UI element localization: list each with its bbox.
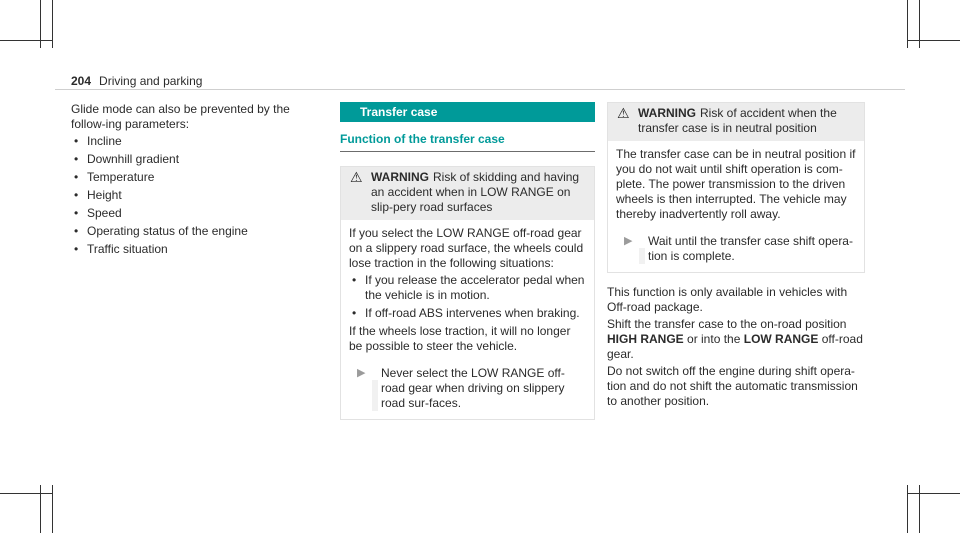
parameter-list (71, 134, 321, 257)
crop-mark (907, 40, 960, 41)
page-number: 204 (71, 74, 92, 88)
list-item: • Operating status of the engine (71, 224, 321, 239)
list-item: • If you release the accelerator pedal when the vehicle is in motion. (349, 273, 586, 303)
crop-mark (907, 493, 960, 494)
advice (349, 366, 586, 411)
text-run: or into the (687, 332, 741, 346)
warning-body (341, 220, 594, 419)
advice-text: Never select the LOW RANGE off-road gear when driving on slippery road sur-faces. (381, 366, 565, 410)
warning-consequence: If the wheels lose traction, it will no longer be possible to steer the vehicle. (349, 324, 571, 353)
body-paragraph (607, 317, 865, 362)
warning-triangle-icon: ⚠ (350, 169, 363, 185)
page-header (71, 74, 202, 89)
warning-title: Risk of accident when the transfer case is in neutral position (638, 106, 837, 135)
warning-title: Risk of skidding and having an accident when in LOW RANGE on slip-pery road surfaces (371, 170, 580, 214)
advice-bar (639, 248, 645, 264)
header-divider (55, 89, 905, 90)
crop-mark (0, 493, 52, 494)
list-item: • Incline (71, 134, 321, 149)
subheading: Function of the transfer case (340, 132, 595, 152)
low-range-label: LOW RANGE (743, 332, 819, 346)
arrow-right-icon: ▶ (357, 367, 366, 379)
warning-box (607, 102, 865, 273)
high-range-label: HIGH RANGE (607, 332, 684, 346)
body-paragraph: This function is only available in vehicles with Off-road package. (607, 285, 848, 314)
text-run: off-road gear. (607, 332, 863, 361)
list-item: • Speed (71, 206, 321, 221)
column-right (607, 102, 865, 411)
warning-header (608, 103, 864, 141)
warning-body (608, 141, 864, 272)
warning-list (349, 273, 586, 321)
warning-text: The transfer case can be in neutral position if you do not wait until shift operation is com-plete. The power transmission to the driven wheels is then interrupted. The vehicle may thereby inadvertently roll away. (616, 147, 856, 221)
warning-box (340, 166, 595, 420)
section-title: Transfer case (340, 102, 595, 122)
arrow-right-icon: ▶ (624, 235, 633, 247)
list-item: • Temperature (71, 170, 321, 185)
list-item: • Traffic situation (71, 242, 321, 257)
advice (616, 234, 856, 264)
advice-text: Wait until the transfer case shift opera-tion is complete. (648, 234, 853, 263)
warning-text: If you select the LOW RANGE off-road gear on a slippery road surface, the wheels could lose traction in the following situations: (349, 226, 584, 270)
warning-triangle-icon: ⚠ (617, 105, 630, 121)
body-paragraph: Do not switch off the engine during shift opera-tion and do not shift the automatic transmission to another position. (607, 364, 858, 408)
warning-label: WARNING (371, 170, 429, 184)
crop-mark (52, 0, 53, 48)
advice-bar (372, 380, 378, 411)
warning-label: WARNING (638, 106, 696, 120)
list-item: • If off-road ABS intervenes when braking. (349, 306, 586, 321)
crop-mark (52, 485, 53, 533)
list-item: • Downhill gradient (71, 152, 321, 167)
column-middle (340, 102, 595, 420)
column-left (71, 102, 321, 260)
section-name: Driving and parking (99, 74, 203, 88)
crop-mark (0, 40, 52, 41)
text-run: Shift the transfer case to the on-road position (607, 317, 847, 331)
list-item: • Height (71, 188, 321, 203)
warning-header (341, 167, 594, 220)
intro-text: Glide mode can also be prevented by the follow-ing parameters: (71, 102, 290, 131)
